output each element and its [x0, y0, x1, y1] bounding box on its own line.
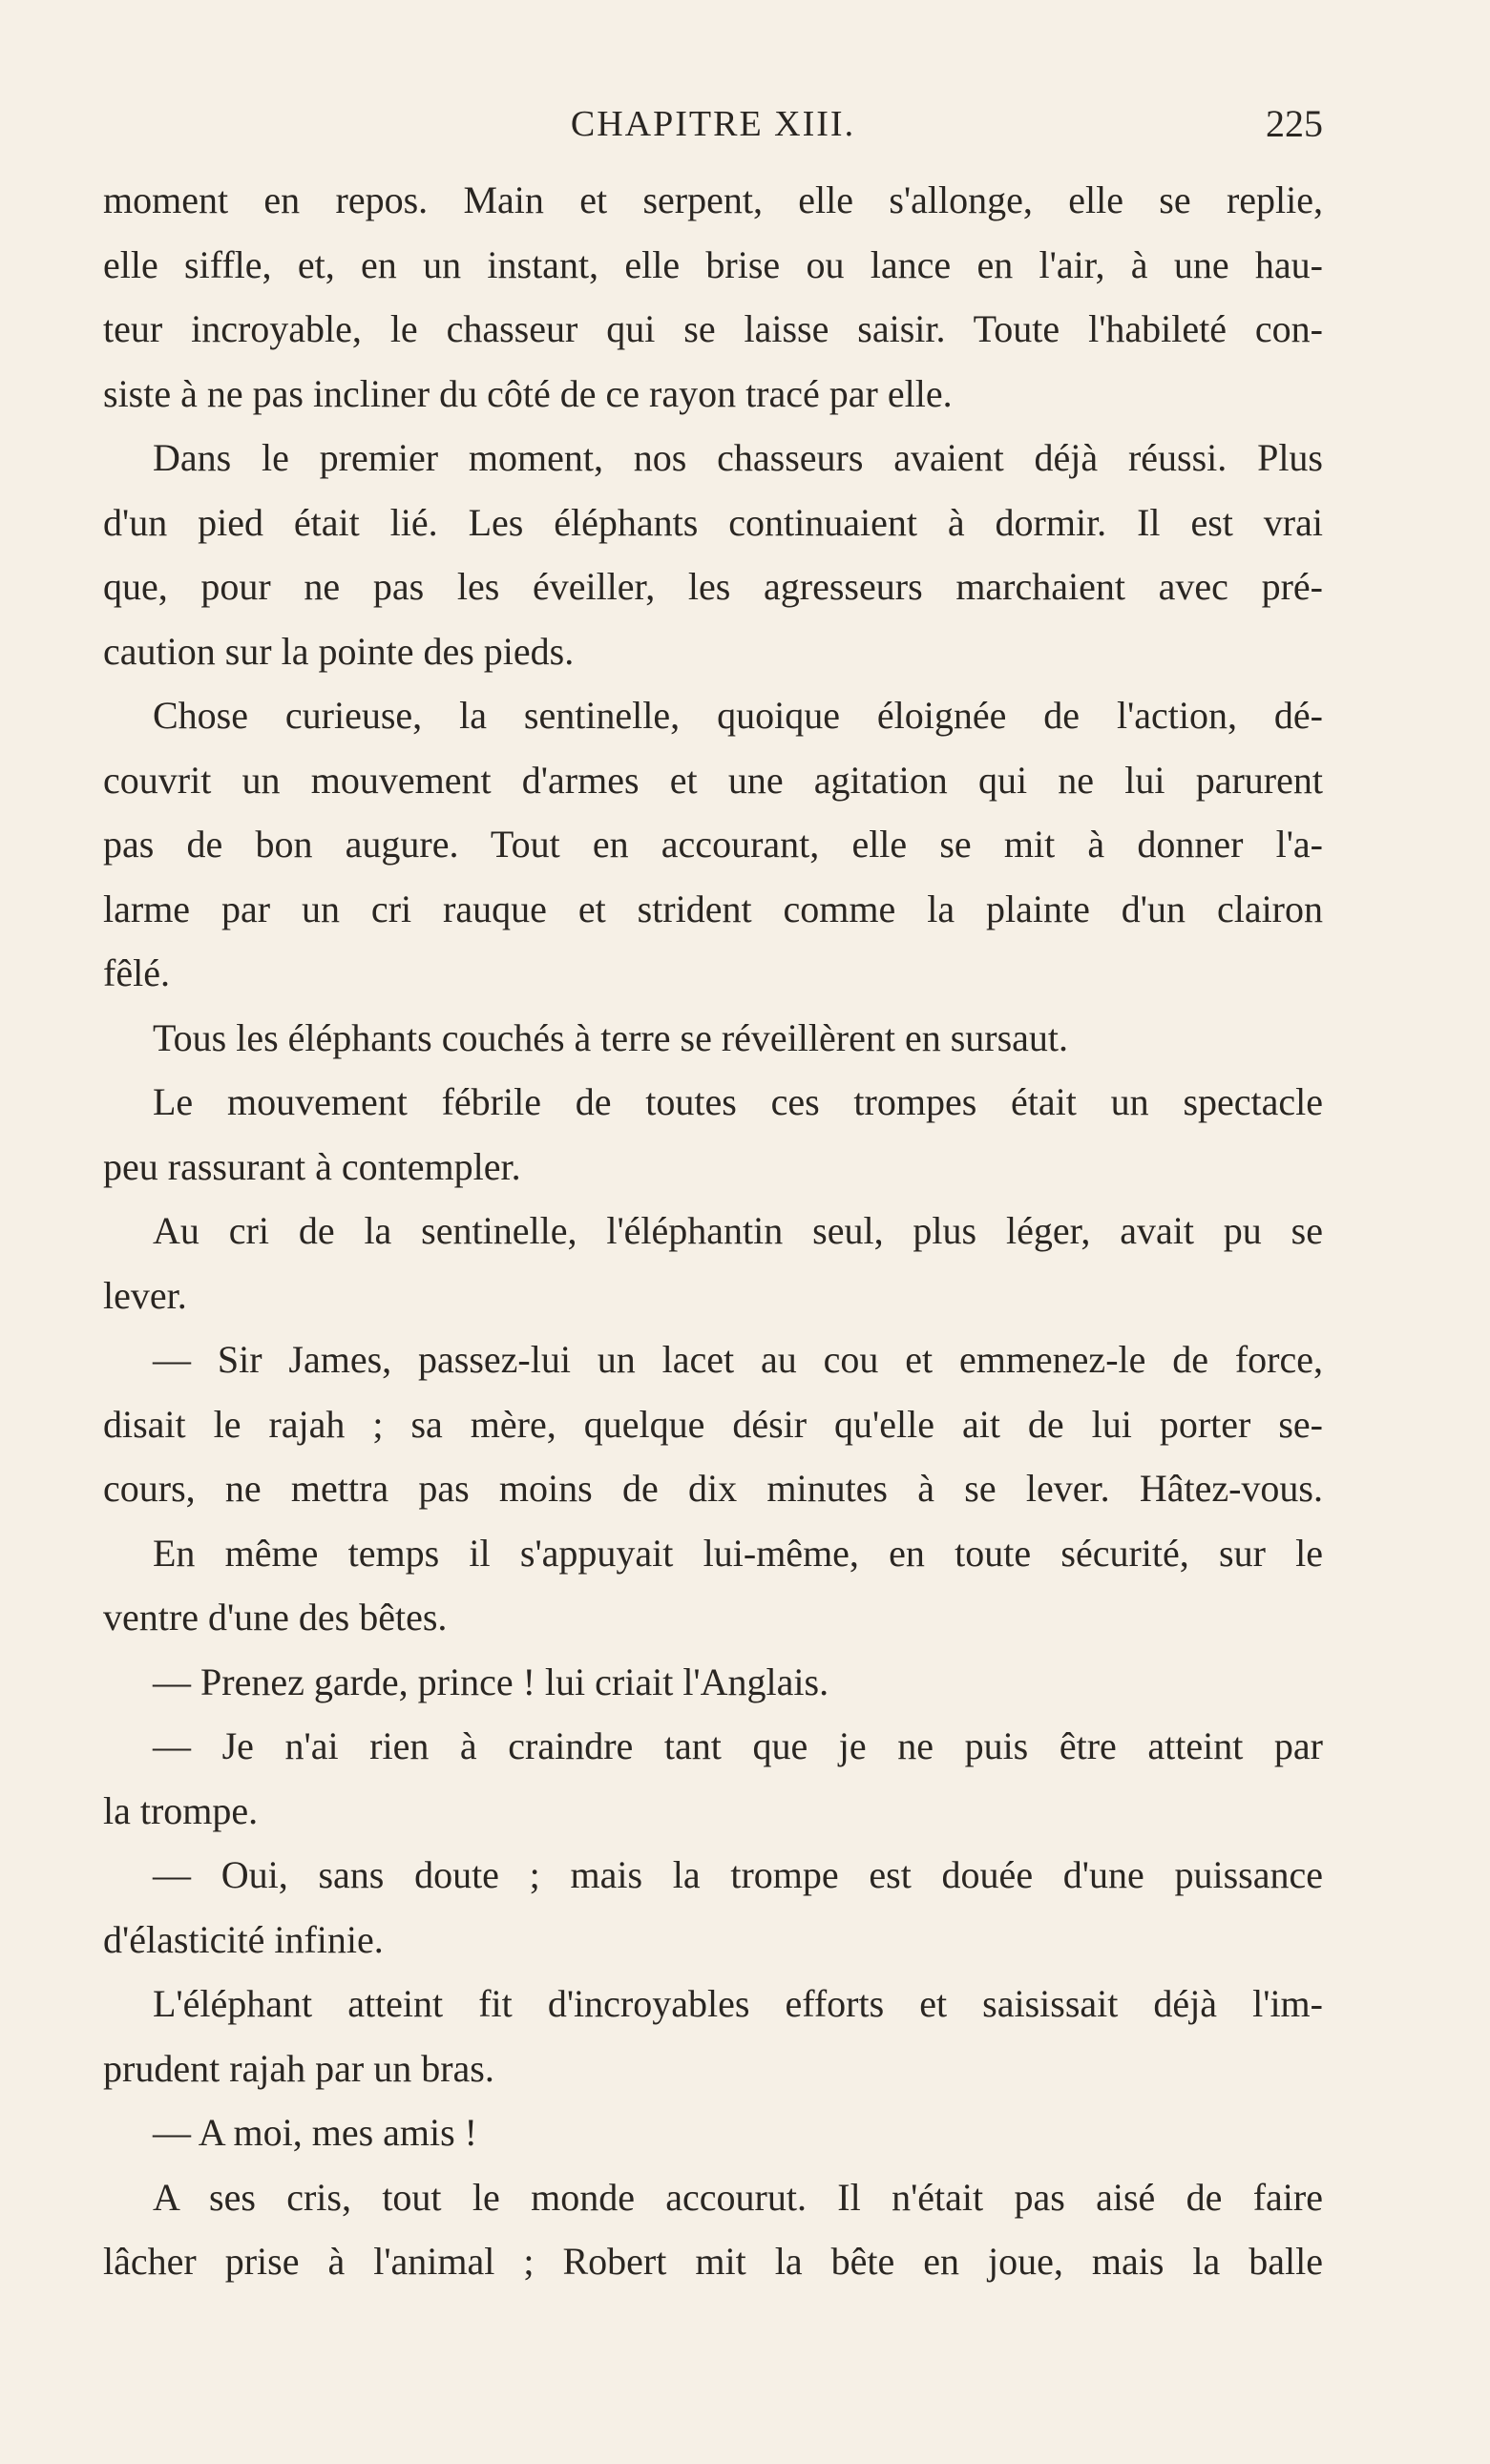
text-line: Tous les éléphants couchés à terre se réveillèrent en sursaut.: [153, 1015, 1069, 1059]
text-line: — Sir James, passez-lui un lacet au cou et emmenez-le de force,: [153, 1338, 1323, 1381]
text-line: lever.: [103, 1273, 187, 1317]
text-line: Au cri de la sentinelle, l'éléphantin seul, plus léger, avait pu se: [153, 1209, 1323, 1252]
text-line: Le mouvement fébrile de toutes ces trompes était un spectacle: [153, 1080, 1323, 1123]
text-line: L'éléphant atteint fit d'incroyables efforts et saisissait déjà l'im-: [153, 1982, 1323, 2025]
text-line: cours, ne mettra pas moins de dix minutes à se lever. Hâtez-vous.: [103, 1467, 1323, 1510]
text-line: la trompe.: [103, 1788, 259, 1832]
body-text: [103, 168, 1323, 2294]
text-line: prudent rajah par un bras.: [103, 2046, 494, 2090]
text-line: Dans le premier moment, nos chasseurs avaient déjà réussi. Plus: [153, 436, 1323, 479]
text-line: En même temps il s'appuyait lui-même, en toute sécurité, sur le: [153, 1531, 1323, 1575]
text-line: — Oui, sans doute ; mais la trompe est douée d'une puissance: [153, 1853, 1323, 1896]
text-line: teur incroyable, le chasseur qui se laisse saisir. Toute l'habileté con-: [103, 307, 1323, 350]
text-line: elle siffle, et, en un instant, elle brise ou lance en l'air, à une hau-: [103, 242, 1323, 286]
page-number: 225: [1266, 102, 1323, 145]
text-line: — Prenez garde, prince ! lui criait l'Anglais.: [153, 1660, 829, 1703]
text-line: siste à ne pas incliner du côté de ce rayon tracé par elle.: [103, 371, 953, 415]
text-line: — A moi, mes amis !: [153, 2111, 477, 2154]
text-line: couvrit un mouvement d'armes et une agitation qui ne lui parurent: [103, 758, 1323, 802]
running-title: CHAPITRE XIII.: [570, 104, 856, 144]
text-line: que, pour ne pas les éveiller, les agresseurs marchaient avec pré-: [103, 565, 1323, 608]
text-line: Chose curieuse, la sentinelle, quoique éloignée de l'action, dé-: [153, 694, 1323, 737]
text-line: peu rassurant à contempler.: [103, 1144, 521, 1188]
text-line: caution sur la pointe des pieds.: [103, 629, 575, 673]
text-line: fêlé.: [103, 951, 170, 994]
text-line: A ses cris, tout le monde accourut. Il n'était pas aisé de faire: [153, 2175, 1323, 2219]
text-line: moment en repos. Main et serpent, elle s'allonge, elle se replie,: [103, 178, 1323, 221]
text-line: d'élasticité infinie.: [103, 1917, 384, 1961]
text-line: larme par un cri rauque et strident comme la plainte d'un clairon: [103, 887, 1323, 930]
text-line: — Je n'ai rien à craindre tant que je ne puis être atteint par: [153, 1724, 1323, 1767]
text-line: disait le rajah ; sa mère, quelque désir qu'elle ait de lui porter se-: [103, 1402, 1323, 1446]
text-line: lâcher prise à l'animal ; Robert mit la bête en joue, mais la balle: [103, 2240, 1323, 2283]
text-line: ventre d'une des bêtes.: [103, 1596, 448, 1639]
text-line: d'un pied était lié. Les éléphants continuaient à dormir. Il est vrai: [103, 500, 1323, 544]
text-line: pas de bon augure. Tout en accourant, elle se mit à donner l'a-: [103, 823, 1323, 866]
page-header: [103, 95, 1323, 153]
